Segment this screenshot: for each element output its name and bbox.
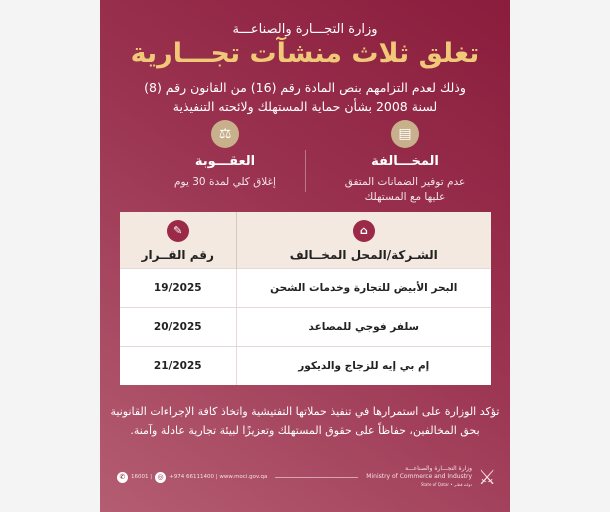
company-cell: إم بي إيه للزجاج والديكور (236, 346, 491, 385)
subtitle-line: لسنة 2008 بشأن حماية المستهلك ولائحته التنفيذية (172, 99, 438, 114)
violation-heading: المخـــالفة (371, 154, 439, 169)
penalty-section (140, 120, 310, 190)
ministry-logo-text (366, 465, 472, 489)
gavel-icon: ⚖ (211, 120, 239, 148)
subtitle (100, 78, 510, 116)
closing-line: تؤكد الوزارة على استمرارها في تنفيذ حملاتها التفتيشية واتخاذ كافة الإجراءات القانونية (110, 405, 500, 418)
decision-cell: 21/2025 (120, 346, 236, 385)
closing-statement (110, 402, 500, 440)
decision-cell: 19/2025 (120, 268, 236, 307)
clipboard-icon: ▤ (391, 120, 419, 148)
table-row (120, 268, 491, 307)
column-company-label: الشـركة/المحل المخــالف (289, 247, 438, 262)
column-decision-label: رقم القــرار (141, 247, 214, 262)
decision-cell: 20/2025 (120, 307, 236, 346)
ministry-name: وزارة التجـــارة والصناعـــة (232, 22, 378, 37)
document-icon: ✎ (167, 220, 189, 242)
phone-number: 16001 (131, 474, 149, 480)
closing-line: بحق المخالفين، حفاظاً على حقوق المستهلك وتعزيزًا لبيئة تجارية عادلة وآمنة. (130, 424, 480, 437)
table-row (120, 346, 491, 385)
logo-english: Ministry of Commerce and Industry (366, 473, 473, 480)
penalty-heading: العقـــوبة (194, 154, 256, 169)
closures-table (120, 212, 491, 385)
page-title: تغلق ثلاث منشآت تجـــارية (130, 38, 480, 69)
whatsapp-icon: ◎ (155, 472, 166, 483)
phone-icon: ✆ (117, 472, 128, 483)
violation-line: عدم توفير الضمانات المتفق (344, 176, 466, 188)
footer: ✆ 16001 | ◎ +974 66111400 | www.moci.gov.qa وزارة التجـــارة والصناعـــة Ministry of Commerce and Industry State of Qatar • دولـة قطـر ⚔ (114, 462, 496, 492)
subtitle-line: وذلك لعدم التزامهم بنص المادة رقم (16) من القانون رقم (8) (144, 80, 466, 95)
violation-section (320, 120, 490, 205)
table-row (120, 307, 491, 346)
logo-arabic: وزارة التجـــارة والصناعـــة (405, 465, 473, 472)
column-company (236, 212, 491, 268)
logo-state: State of Qatar • دولـة قطـر (420, 482, 473, 487)
company-cell: سلفر فوجي للمصاعد (236, 307, 491, 346)
company-cell: البحر الأبيض للتجارة وخدمات الشحن (236, 268, 491, 307)
column-decision (120, 212, 236, 268)
penalty-text: إغلاق كلي لمدة 30 يوم (174, 176, 276, 188)
storefront-icon: ⌂ (353, 220, 375, 242)
violation-line: عليها مع المستهلك (364, 191, 446, 203)
whatsapp-number: +974 66111400 (169, 474, 214, 480)
violation-text (345, 175, 466, 205)
website-link[interactable]: www.moci.gov.qa (219, 474, 268, 480)
footer-divider (275, 477, 358, 478)
qatar-emblem-icon: ⚔ (478, 465, 496, 489)
announcement-card (100, 0, 510, 512)
